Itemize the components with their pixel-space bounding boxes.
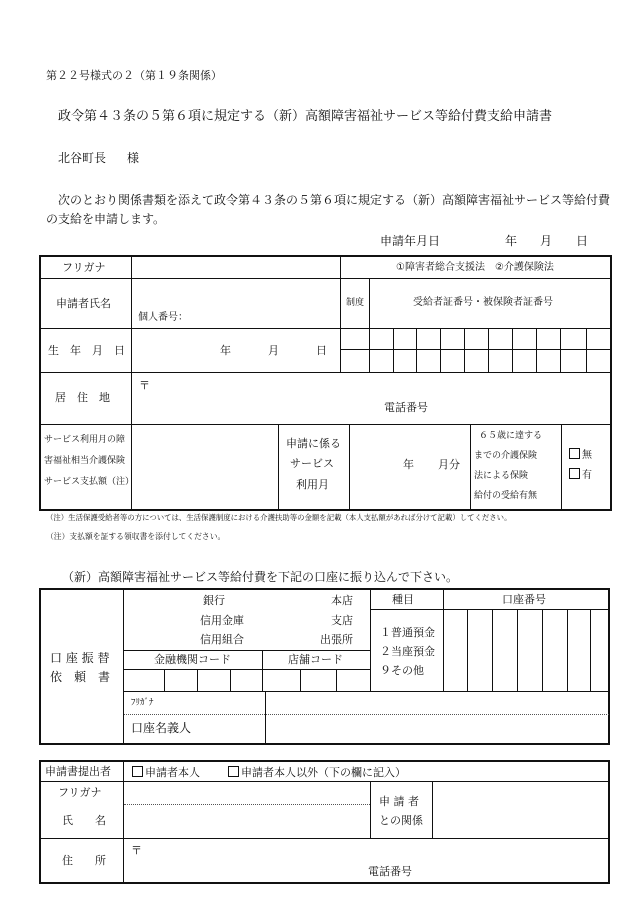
account-type-2[interactable]: ２当座預金 [380, 645, 435, 658]
postal-mark: 〒 [139, 379, 150, 392]
branch-code-label: 店舗コード [288, 653, 343, 666]
branch-code-boxes[interactable] [264, 671, 369, 690]
submitter-address-field[interactable] [126, 840, 608, 882]
submitter-phone-label: 電話番号 [368, 865, 412, 878]
address-field[interactable] [133, 374, 609, 422]
bank-option: 銀行 [203, 594, 225, 607]
addressee: 北谷町長 [58, 151, 107, 165]
birth-year: 年 [220, 344, 231, 357]
checkbox-other[interactable] [228, 766, 239, 777]
birth-month: 月 [268, 344, 279, 357]
bank-transfer-intro: （新）高額障害福祉サービス等給付費を下記の口座に振り込んで下さい。 [62, 570, 459, 584]
intro-line-1: 次のとおり関係書類を添えて政令第４３条の５第６項に規定する（新）高額障害福祉サービス等給付費 [58, 193, 611, 207]
account-type-label: 種目 [392, 593, 414, 606]
relation-label-1: 申 請 者 [379, 795, 419, 808]
address-label: 居 住 地 [55, 391, 110, 404]
certificate-number-boxes[interactable] [370, 330, 610, 370]
submitter-furigana-label: フリガナ [58, 786, 102, 799]
phone-label: 電話番号 [384, 401, 428, 414]
checkbox-self[interactable] [132, 766, 143, 777]
institution-code-boxes[interactable] [125, 671, 260, 690]
payment-label-line-2: 害福祉相当介護保険 [44, 456, 126, 466]
holder-furigana-label: ﾌﾘｶﾞﾅ [131, 698, 154, 708]
bank-side-label-1: 口 座 振 替 [50, 651, 110, 665]
submitter-furigana-field[interactable] [126, 783, 368, 803]
intro-line-2: の支給を申請します。 [46, 212, 166, 226]
submitter-self-option[interactable]: 申請者本人 [132, 766, 200, 778]
date-year: 年 [505, 234, 518, 248]
branch-name-field[interactable] [250, 591, 328, 648]
age65-line-4: 給付の受給有無 [474, 491, 538, 501]
benefit-none-option[interactable]: 無 [569, 448, 592, 461]
service-month-year: 年 [403, 458, 414, 471]
applicant-furigana-field[interactable] [133, 258, 338, 277]
addressee-honorific: 様 [127, 151, 140, 165]
note-1: （注）生活保護受給者等の方については、生活保護制度における介護扶助等の金額を記載（本人支払額があれば分けて記載）してください。 [46, 513, 512, 522]
law-options: ①障害者総合支援法 ②介護保険法 [396, 262, 554, 273]
submitter-other-option[interactable]: 申請者本人以外（下の欄に記入） [228, 766, 406, 778]
age65-line-2: までの介護保険 [474, 451, 538, 461]
payment-label-line-1: サービス利用月の障 [44, 435, 126, 445]
submitter-address-label: 住 所 [62, 854, 106, 867]
applicant-furigana-label: フリガナ [62, 261, 106, 274]
service-month-label-2: サービス [290, 457, 334, 470]
submitter-postal-mark: 〒 [131, 844, 142, 857]
relation-field[interactable] [434, 783, 608, 836]
shutchojo-option: 出張所 [320, 633, 353, 646]
bank-side-label-2: 依 頼 書 [50, 670, 111, 684]
submitter-name-label: 氏 名 [62, 814, 106, 827]
applicant-name-label: 申請者氏名 [56, 297, 111, 310]
service-month-label-3: 利用月 [296, 478, 329, 491]
account-type-9[interactable]: ９その他 [380, 664, 424, 677]
age65-line-1: ６５歳に達する [479, 431, 543, 441]
date-day: 日 [576, 234, 589, 248]
service-month-month: 月分 [438, 458, 460, 471]
form-title: 政令第４３条の５第６項に規定する（新）高額障害福祉サービス等給付費支給申請書 [58, 109, 553, 124]
form-number: 第２２号様式の２（第１９条関係） [46, 69, 222, 82]
shinkin-option: 信用金庫 [200, 614, 244, 627]
honten-option: 本店 [331, 594, 353, 607]
system-label: 制度 [346, 298, 365, 308]
account-number-label: 口座番号 [502, 593, 546, 606]
birthdate-label: 生 年 月 日 [48, 344, 125, 357]
service-month-field[interactable] [351, 426, 468, 508]
application-date-label: 申請年月日 [380, 234, 441, 248]
my-number-label: 個人番号： [138, 312, 188, 323]
kumiai-option: 信用組合 [200, 633, 244, 646]
note-2: （注）支払額を証する領収書を添付してください。 [46, 532, 226, 541]
account-holder-field[interactable] [268, 693, 608, 742]
bank-name-field[interactable] [126, 591, 198, 648]
account-holder-label: 口座名義人 [131, 721, 192, 735]
date-month: 月 [540, 234, 553, 248]
birth-day: 日 [316, 344, 327, 357]
applicant-name-field[interactable] [133, 280, 338, 306]
payment-label-line-3: サービス支払額（注） [44, 477, 135, 487]
birthdate-field[interactable] [133, 330, 338, 370]
payment-amount-field[interactable] [133, 426, 276, 508]
certificate-number-label: 受給者証番号・被保険者証番号 [413, 297, 553, 308]
service-month-label-1: 申請に係る [286, 437, 341, 450]
account-number-boxes[interactable] [445, 611, 608, 689]
institution-code-label: 金融機関コード [154, 653, 231, 666]
relation-label-2: との関係 [379, 814, 423, 827]
submitter-label: 申請書提出者 [45, 765, 111, 778]
checkbox-yes[interactable] [569, 468, 580, 479]
shiten-option: 支店 [331, 614, 353, 627]
age65-line-3: 法による保険 [474, 471, 529, 481]
submitter-name-field[interactable] [126, 806, 368, 836]
checkbox-none[interactable] [569, 448, 580, 459]
account-type-1[interactable]: １普通預金 [380, 626, 435, 639]
benefit-yes-option[interactable]: 有 [569, 468, 592, 481]
